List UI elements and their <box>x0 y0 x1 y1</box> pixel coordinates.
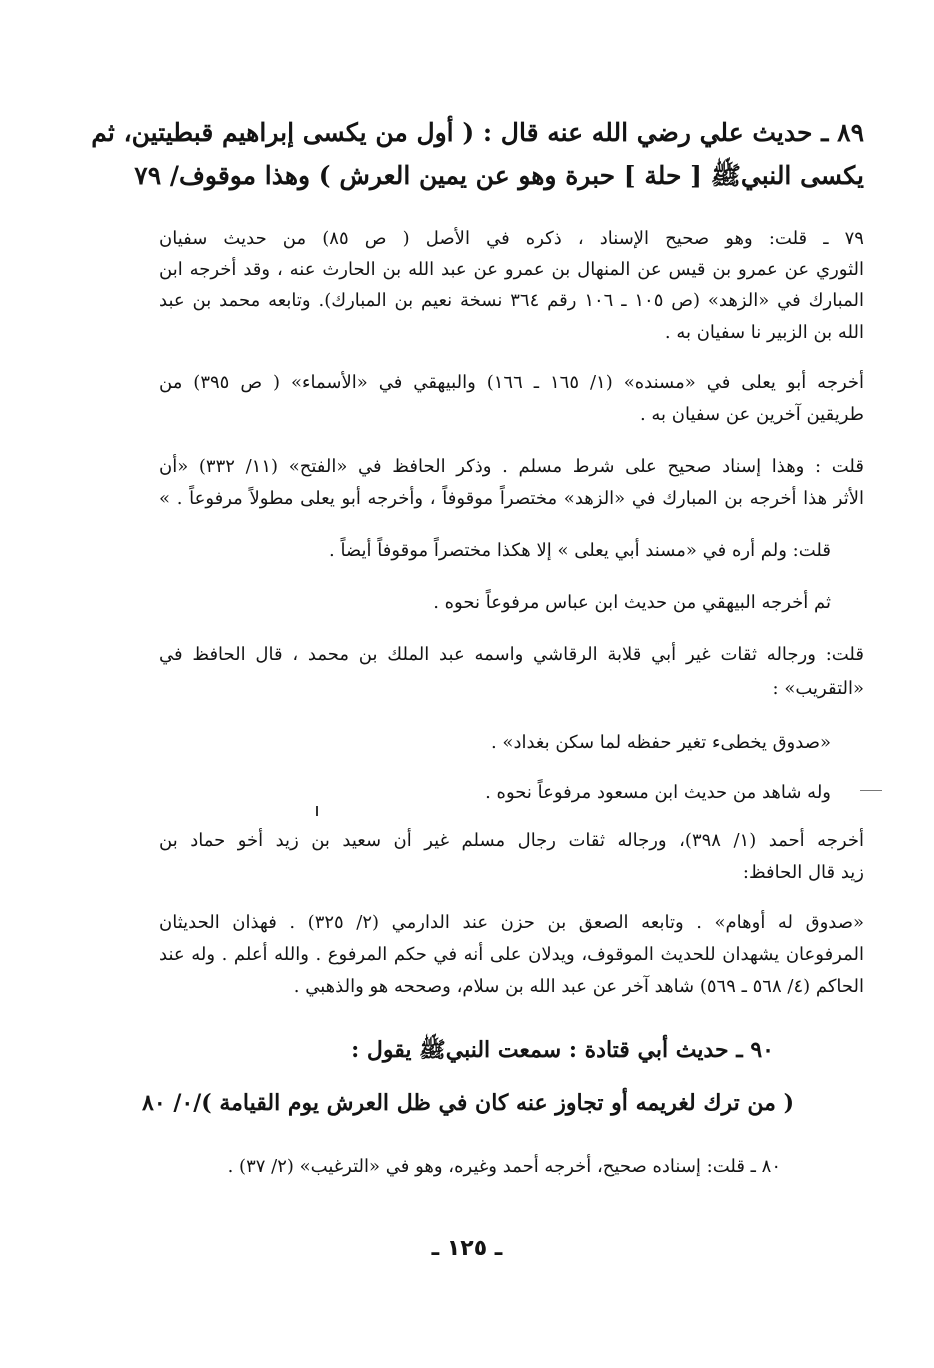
page-number <box>0 1236 934 1261</box>
footnote-79-p10-line-2: المرفوعان يشهدان للحديث الموقوف، ويدلان على أنه في حكم المرفوع . والله أعلم . وله عند <box>159 944 864 965</box>
footnote-79-p2-line-2: طريقين آخرين عن سفيان به . <box>639 404 864 425</box>
hadith-89-line-1: ٨٩ ـ حديث علي رضي الله عنه قال : ( أول من يكسى إبراهيم قبطيتين، ثم <box>91 118 864 147</box>
footnote-79-p9-line-1: أخرجه أحمد (١/ ٣٩٨)، ورجاله ثقات رجال مسلم غير أن سعيد بن زيد أخو حماد بن <box>159 830 864 851</box>
page-number-text: ـ ١٢٥ ـ <box>431 1236 503 1261</box>
footnote-79-p2-line-1: أخرجه أبو يعلى في «مسنده» (١/ ١٦٥ ـ ١٦٦) والبيهقي في «الأسماء» ( ص ٣٩٥) من <box>159 372 865 393</box>
footnote-79-p3-line-1: قلت : وهذا إسناد صحيح على شرط مسلم . وذكر الحافظ في «الفتح» (١١/ ٣٣٢) «أن <box>159 456 864 477</box>
footnote-79-p10-line-3: الحاكم (٤/ ٥٦٨ ـ ٥٦٩) شاهد آخر عن عبد الله بن سلام، وصححه هو والذهبي . <box>293 976 864 997</box>
footnote-79-p10-line-1: «صدوق له أوهام» . وتابعه الصعق بن حزن عند الدارمي (٢/ ٣٢٥) . فهذان الحديثان <box>159 912 865 933</box>
footnote-79-p1-line-1: ٧٩ ـ قلت: وهو صحيح الإسناد ، ذكره في الأصل ( ص ٨٥) من حديث سفيان <box>159 228 864 249</box>
footnote-80-line-1: ٨٠ ـ قلت: إسناده صحيح، أخرجه أحمد وغيره، وهو في «الترغيب» (٢/ ٣٧) . <box>227 1156 781 1177</box>
footnote-79-p5-line-1: ثم أخرجه البيهقي من حديث ابن عباس مرفوعاً نحوه . <box>433 592 831 613</box>
hadith-90-line-1: ٩٠ ـ حديث أبي قتادة : سمعت النبيﷺ يقول : <box>351 1037 774 1063</box>
footnote-79-p9-line-2: زيد قال الحافظ: <box>742 862 864 883</box>
footnote-79-p6-line-2: «التقريب» : <box>772 678 864 699</box>
footnote-79-p7-line-1: «صدوق يخطىء تغير حفظه لما سكن بغداد» . <box>490 732 831 753</box>
footnote-79-p1-line-4: الله بن الزبير نا سفيان به . <box>664 322 864 343</box>
footnote-79-p4-line-1: قلت: ولم أره في «مسند أبي يعلى » إلا هكذا مختصراً موقوفاً أيضاً . <box>329 540 831 561</box>
footnote-79-p6-line-1: قلت: ورجاله ثقات غير أبي قلابة الرقاشي واسمه عبد الملك بن محمد ، قال الحافظ في <box>159 644 864 665</box>
scan-mark <box>316 806 318 816</box>
hadith-90-line-2: ( من ترك لغريمه أو تجاوز عنه كان في ظل العرش يوم القيامة )/٠/ ٨٠ <box>142 1090 794 1116</box>
footnote-79-p3-line-2: الأثر هذا أخرجه بن المبارك في «الزهد» مختصراً موقوفاً ، وأخرجه أبو يعلى مطولاً مرفوعاً . » <box>159 488 864 509</box>
footnote-79-p1-line-2: الثوري عن عمرو بن قيس عن المنهال بن عمرو عن عبد الله بن الحارث عنه ، وقد أخرجه ابن <box>159 259 864 280</box>
hadith-89-line-2: يكسى النبيﷺ [ حلة ] حبرة وهو عن يمين العرش ) وهذا موقوف/ ٧٩ <box>134 161 864 190</box>
scan-mark <box>860 790 882 791</box>
footnote-79-p8-line-1: وله شاهد من حديث ابن مسعود مرفوعاً نحوه . <box>485 782 831 803</box>
footnote-79-p1-line-3: المبارك في «الزهد» (ص ١٠٥ ـ ١٠٦ رقم ٣٦٤ نسخة نعيم بن المبارك). وتابعه محمد بن عبد <box>159 290 865 311</box>
